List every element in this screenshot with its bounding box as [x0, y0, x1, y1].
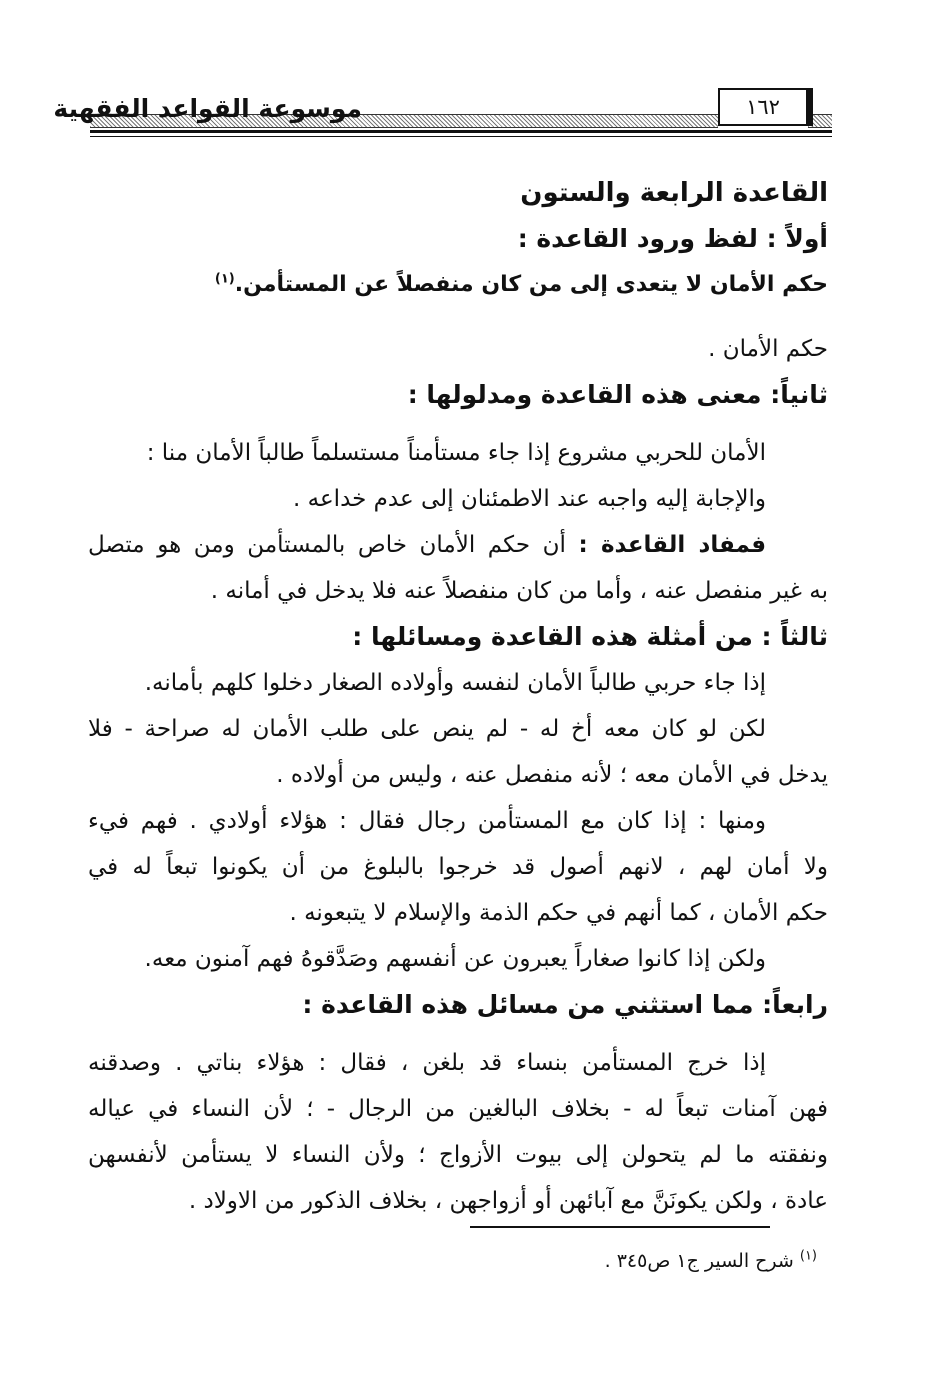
footnote-marker: (١): [214, 271, 235, 287]
footnote: [605, 1250, 817, 1272]
paragraph-line: ولا أمان لهم ، لانهم أصول قد خرجوا بالبلوغ من أن يكونوا تبعاً له في: [88, 854, 828, 880]
paragraph-line: يدخل في الأمان معه ؛ لأنه منفصل عنه ، وليس من أولاده .: [276, 762, 828, 788]
paragraph-line: والإجابة إليه واجبه عند الاطمئنان إلى عدم خداعه .: [293, 486, 766, 512]
paragraph-line: لكن لو كان معه أخ له - لم ينص على طلب الأمان له صراحة - فلا: [88, 716, 766, 742]
paragraph-line: [88, 522, 828, 568]
section-heading-exceptions: رابعاً: مما استثني من مسائل هذه القاعدة :: [302, 990, 828, 1019]
section-heading-wording: أولاً : لفظ ورود القاعدة :: [517, 224, 828, 253]
header-rule: [90, 130, 832, 133]
footnote-text: شرح السير ج١ ص٣٤٥ .: [604, 1250, 794, 1272]
header-title: موسوعة القواعد الفقهية: [53, 94, 362, 123]
paragraph-line: عادة ، ولكن يكونَنَّ مع آبائهن أو أزواجهن ، بخلاف الذكور من الاولاد .: [188, 1188, 828, 1214]
paragraph-line: ومنها : إذا كان مع المستأمن رجال فقال : هؤلاء أولادي . فهم فيء: [88, 808, 766, 834]
rule-statement: [88, 262, 828, 308]
topic: حكم الأمان .: [708, 336, 828, 362]
page-number: ١٦٢: [718, 88, 813, 126]
footnote-mark: (١): [799, 1248, 817, 1264]
section-heading-examples: ثالثاً : من أمثلة هذه القاعدة ومسائلها :: [352, 622, 828, 651]
running-header: [53, 86, 832, 148]
paragraph-line: إذا خرج المستأمن بنساء قد بلغن ، فقال : هؤلاء بناتي . وصدقنه: [88, 1050, 766, 1076]
benefit-text: أن حكم الأمان خاص بالمستأمن ومن هو متصل: [88, 532, 566, 558]
footnote-separator: [470, 1226, 770, 1228]
rule-statement-text: حكم الأمان لا يتعدى إلى من كان منفصلاً عن المستأمن.: [234, 272, 828, 297]
paragraph-line: فهن آمنات تبعاً له - بخلاف البالغين من الرجال - ؛ لأن النساء في عياله: [88, 1096, 828, 1122]
paragraph-line: حكم الأمان ، كما أنهم في حكم الذمة والإسلام لا يتبعونه .: [289, 900, 828, 926]
paragraph-line: به غير منفصل عنه ، وأما من كان منفصلاً عنه فلا يدخل في أمانه .: [210, 578, 828, 604]
rule-heading: القاعدة الرابعة والستون: [520, 178, 828, 208]
paragraph-line: إذا جاء حربي طالباً الأمان لنفسه وأولاده الصغار دخلوا كلهم بأمانه.: [144, 670, 766, 696]
header-rule-thin: [90, 136, 832, 137]
page-body: [88, 170, 828, 1224]
section-heading-meaning: ثانياً: معنى هذه القاعدة ومدلولها :: [407, 380, 828, 409]
paragraph-line: الأمان للحربي مشروع إذا جاء مستأمناً مستسلماً طالباً الأمان منا :: [146, 440, 766, 466]
paragraph-line: ولكن إذا كانوا صغاراً يعبرون عن أنفسهم وصَدَّقوهُ فهم آمنون معه.: [144, 946, 766, 972]
paragraph-line: ونفقته ما لم يتحولن إلى بيوت الأزواج ؛ ولأن النساء لا يستأمن لأنفسهن: [88, 1142, 828, 1168]
benefit-lead: فمفاد القاعدة :: [578, 532, 767, 558]
